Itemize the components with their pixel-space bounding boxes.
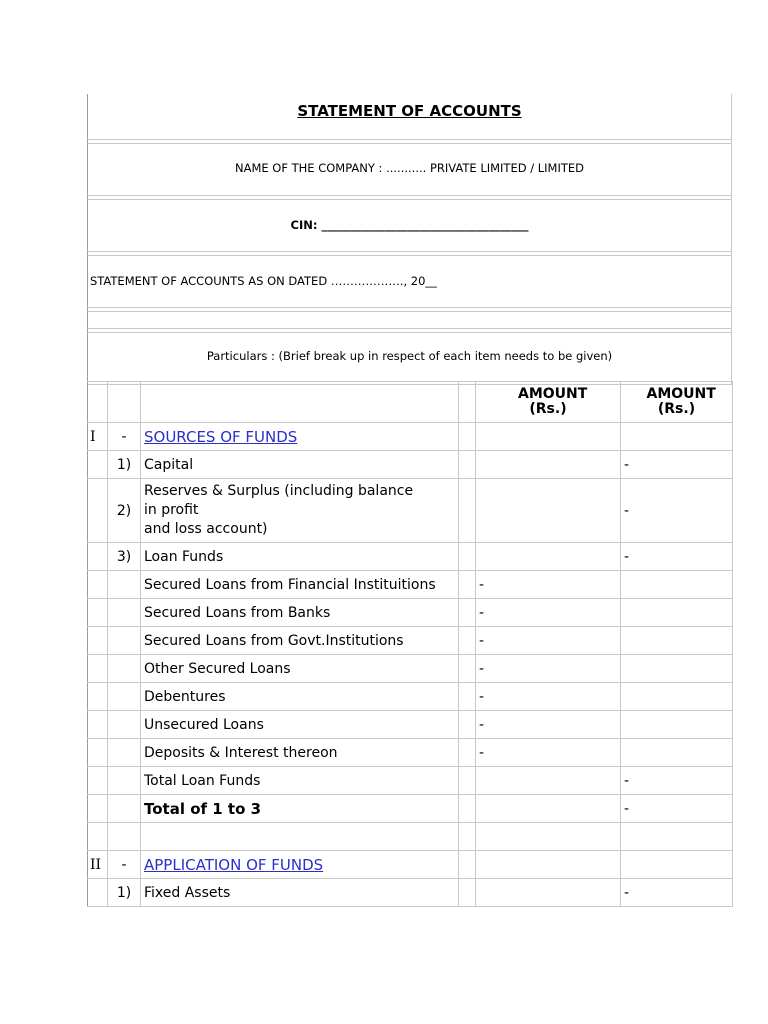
- particulars-cell: [141, 423, 459, 451]
- particulars-note: Particulars : (Brief break up in respect of each item needs to be given): [206, 349, 613, 363]
- particulars-cell: [141, 599, 459, 627]
- spacer-cell: [459, 423, 476, 451]
- table-row: [88, 823, 733, 851]
- amount-header-1-label: AMOUNT (Rs.): [518, 386, 588, 417]
- table-row: [88, 627, 733, 655]
- particulars-label: Fixed Assets: [144, 884, 231, 901]
- table-row: [88, 655, 733, 683]
- particulars-label: Secured Loans from Financial Instituitions: [144, 576, 436, 593]
- amount-2-cell: [621, 655, 733, 683]
- particulars-label: Other Secured Loans: [144, 660, 291, 677]
- amount-1-cell: [476, 823, 621, 851]
- table-row: [88, 879, 733, 907]
- amount-1-cell-text: -: [479, 604, 485, 621]
- amount-1-cell: [476, 451, 621, 479]
- spacer-cell: [459, 879, 476, 907]
- amount-2-cell: [621, 795, 733, 823]
- title-row: [87, 94, 732, 140]
- amount-1-cell: [476, 739, 621, 767]
- table-row: [88, 739, 733, 767]
- number-cell: [108, 599, 141, 627]
- amount-2-cell: [621, 767, 733, 795]
- particulars-cell: [141, 627, 459, 655]
- amount-1-cell: [476, 795, 621, 823]
- roman-cell: [88, 479, 108, 543]
- spacer-header-cell: [459, 382, 476, 423]
- number-cell: [108, 767, 141, 795]
- particulars-cell: [141, 851, 459, 879]
- number-cell-text: -: [121, 856, 127, 873]
- spacer-cell: [459, 655, 476, 683]
- amount-1-cell-text: -: [479, 576, 485, 593]
- amount-2-cell-text: -: [624, 548, 630, 565]
- company-row: [87, 144, 732, 196]
- amount-2-cell-text: -: [624, 772, 630, 789]
- table-row: [88, 711, 733, 739]
- amount-1-cell-text: -: [479, 688, 485, 705]
- number-cell: [108, 627, 141, 655]
- amount-1-cell-text: -: [479, 744, 485, 761]
- particulars-header-cell: [141, 382, 459, 423]
- section-heading-link[interactable]: APPLICATION OF FUNDS: [144, 855, 324, 874]
- document-title: STATEMENT OF ACCOUNTS: [297, 102, 522, 120]
- amount-2-cell-text: -: [624, 800, 630, 817]
- number-cell: [108, 711, 141, 739]
- roman-cell: [88, 739, 108, 767]
- table-header-row: [88, 382, 733, 423]
- spacer-cell: [459, 739, 476, 767]
- spacer-cell: [459, 571, 476, 599]
- particulars-label: Total of 1 to 3: [144, 799, 262, 818]
- roman-cell: [88, 795, 108, 823]
- amount-1-cell: [476, 683, 621, 711]
- number-cell: [108, 739, 141, 767]
- number-cell: [108, 451, 141, 479]
- number-cell: [108, 479, 141, 543]
- spacer-cell: [459, 451, 476, 479]
- particulars-row: [87, 333, 732, 385]
- amount-1-cell-text: -: [479, 660, 485, 677]
- particulars-label: Loan Funds: [144, 548, 224, 565]
- number-cell-text: 1): [116, 884, 132, 901]
- roman-cell: [88, 711, 108, 739]
- table-row: [88, 543, 733, 571]
- roman-cell: [88, 571, 108, 599]
- amount-2-cell: [621, 739, 733, 767]
- number-cell: [108, 655, 141, 683]
- amount-1-cell: [476, 543, 621, 571]
- amount-2-cell: [621, 599, 733, 627]
- amount-1-cell: [476, 655, 621, 683]
- amount-2-cell-text: -: [624, 456, 630, 473]
- amount-2-cell: [621, 423, 733, 451]
- roman-cell: [88, 543, 108, 571]
- number-cell-text: 1): [116, 456, 132, 473]
- particulars-label: Secured Loans from Banks: [144, 604, 331, 621]
- roman-cell: [88, 627, 108, 655]
- roman-cell: [88, 823, 108, 851]
- roman-header-cell: [88, 382, 108, 423]
- amount-1-cell: [476, 627, 621, 655]
- amount-2-cell: [621, 823, 733, 851]
- amount-header-2: [621, 382, 733, 423]
- spacer-cell: [459, 599, 476, 627]
- amount-2-cell: [621, 627, 733, 655]
- amount-1-cell: [476, 571, 621, 599]
- cin-line: CIN: ____________________________________: [290, 218, 529, 232]
- table-row: [88, 599, 733, 627]
- particulars-label: Reserves & Surplus (including balance in profit and loss account): [144, 483, 414, 537]
- number-cell: [108, 683, 141, 711]
- particulars-cell: [141, 543, 459, 571]
- accounts-table-body: [88, 382, 733, 907]
- table-row: [88, 479, 733, 543]
- number-cell: [108, 879, 141, 907]
- table-row: [88, 767, 733, 795]
- number-cell: [108, 423, 141, 451]
- particulars-cell: [141, 479, 459, 543]
- particulars-label: Deposits & Interest thereon: [144, 744, 338, 761]
- spacer-cell: [459, 823, 476, 851]
- amount-1-cell: [476, 423, 621, 451]
- spacer-cell: [459, 851, 476, 879]
- particulars-cell: [141, 683, 459, 711]
- roman-cell-text: I: [90, 428, 96, 445]
- particulars-cell: [141, 711, 459, 739]
- particulars-cell: [141, 655, 459, 683]
- table-row: [88, 851, 733, 879]
- number-cell: [108, 795, 141, 823]
- particulars-cell: [141, 823, 459, 851]
- roman-cell: [88, 451, 108, 479]
- roman-cell-text: II: [90, 856, 102, 873]
- particulars-cell: [141, 739, 459, 767]
- spacer-cell: [459, 767, 476, 795]
- number-cell: [108, 823, 141, 851]
- section-heading-link[interactable]: SOURCES OF FUNDS: [144, 427, 298, 446]
- particulars-label: Capital: [144, 456, 194, 473]
- roman-cell: [88, 423, 108, 451]
- as-on-row: [87, 256, 732, 308]
- number-cell-text: -: [121, 428, 127, 445]
- amount-2-cell: [621, 711, 733, 739]
- number-cell-text: 3): [116, 548, 132, 565]
- spacer-cell: [459, 795, 476, 823]
- spacer-cell: [459, 543, 476, 571]
- table-row: [88, 423, 733, 451]
- amount-1-cell: [476, 767, 621, 795]
- amount-2-cell: [621, 479, 733, 543]
- roman-cell: [88, 599, 108, 627]
- statement-header: [87, 94, 732, 385]
- amount-2-cell: [621, 543, 733, 571]
- amount-1-cell: [476, 599, 621, 627]
- spacer-cell: [459, 479, 476, 543]
- amount-2-cell: [621, 683, 733, 711]
- amount-1-cell: [476, 851, 621, 879]
- amount-2-cell: [621, 451, 733, 479]
- amount-1-cell-text: -: [479, 632, 485, 649]
- number-cell-text: 2): [116, 502, 132, 519]
- amount-1-cell: [476, 711, 621, 739]
- amount-1-cell: [476, 879, 621, 907]
- amount-2-cell: [621, 879, 733, 907]
- particulars-cell: [141, 571, 459, 599]
- accounts-table: [87, 381, 733, 907]
- roman-cell: [88, 767, 108, 795]
- number-cell: [108, 851, 141, 879]
- amount-header-1: [476, 382, 621, 423]
- number-cell: [108, 543, 141, 571]
- amount-2-cell-text: -: [624, 884, 630, 901]
- company-name-line: NAME OF THE COMPANY : ........... PRIVATE LIMITED / LIMITED: [234, 161, 585, 175]
- as-on-date-line: STATEMENT OF ACCOUNTS AS ON DATED ………………., 20__: [90, 274, 437, 288]
- particulars-label: Debentures: [144, 688, 226, 705]
- table-row: [88, 571, 733, 599]
- cin-row: [87, 200, 732, 252]
- particulars-cell: [141, 795, 459, 823]
- blank-row: [87, 312, 732, 329]
- number-header-cell: [108, 382, 141, 423]
- amount-header-2-label: AMOUNT (Rs.): [646, 386, 716, 417]
- table-row: [88, 795, 733, 823]
- number-cell: [108, 571, 141, 599]
- amount-1-cell-text: -: [479, 716, 485, 733]
- particulars-label: Secured Loans from Govt.Institutions: [144, 632, 404, 649]
- particulars-label: Total Loan Funds: [144, 772, 261, 789]
- particulars-cell: [141, 451, 459, 479]
- spacer-cell: [459, 711, 476, 739]
- amount-2-cell: [621, 851, 733, 879]
- table-row: [88, 683, 733, 711]
- roman-cell: [88, 683, 108, 711]
- table-row: [88, 451, 733, 479]
- spacer-cell: [459, 683, 476, 711]
- amount-2-cell-text: -: [624, 502, 630, 519]
- particulars-cell: [141, 879, 459, 907]
- particulars-label: Unsecured Loans: [144, 716, 264, 733]
- particulars-cell: [141, 767, 459, 795]
- amount-2-cell: [621, 571, 733, 599]
- spacer-cell: [459, 627, 476, 655]
- roman-cell: [88, 879, 108, 907]
- roman-cell: [88, 851, 108, 879]
- roman-cell: [88, 655, 108, 683]
- amount-1-cell: [476, 479, 621, 543]
